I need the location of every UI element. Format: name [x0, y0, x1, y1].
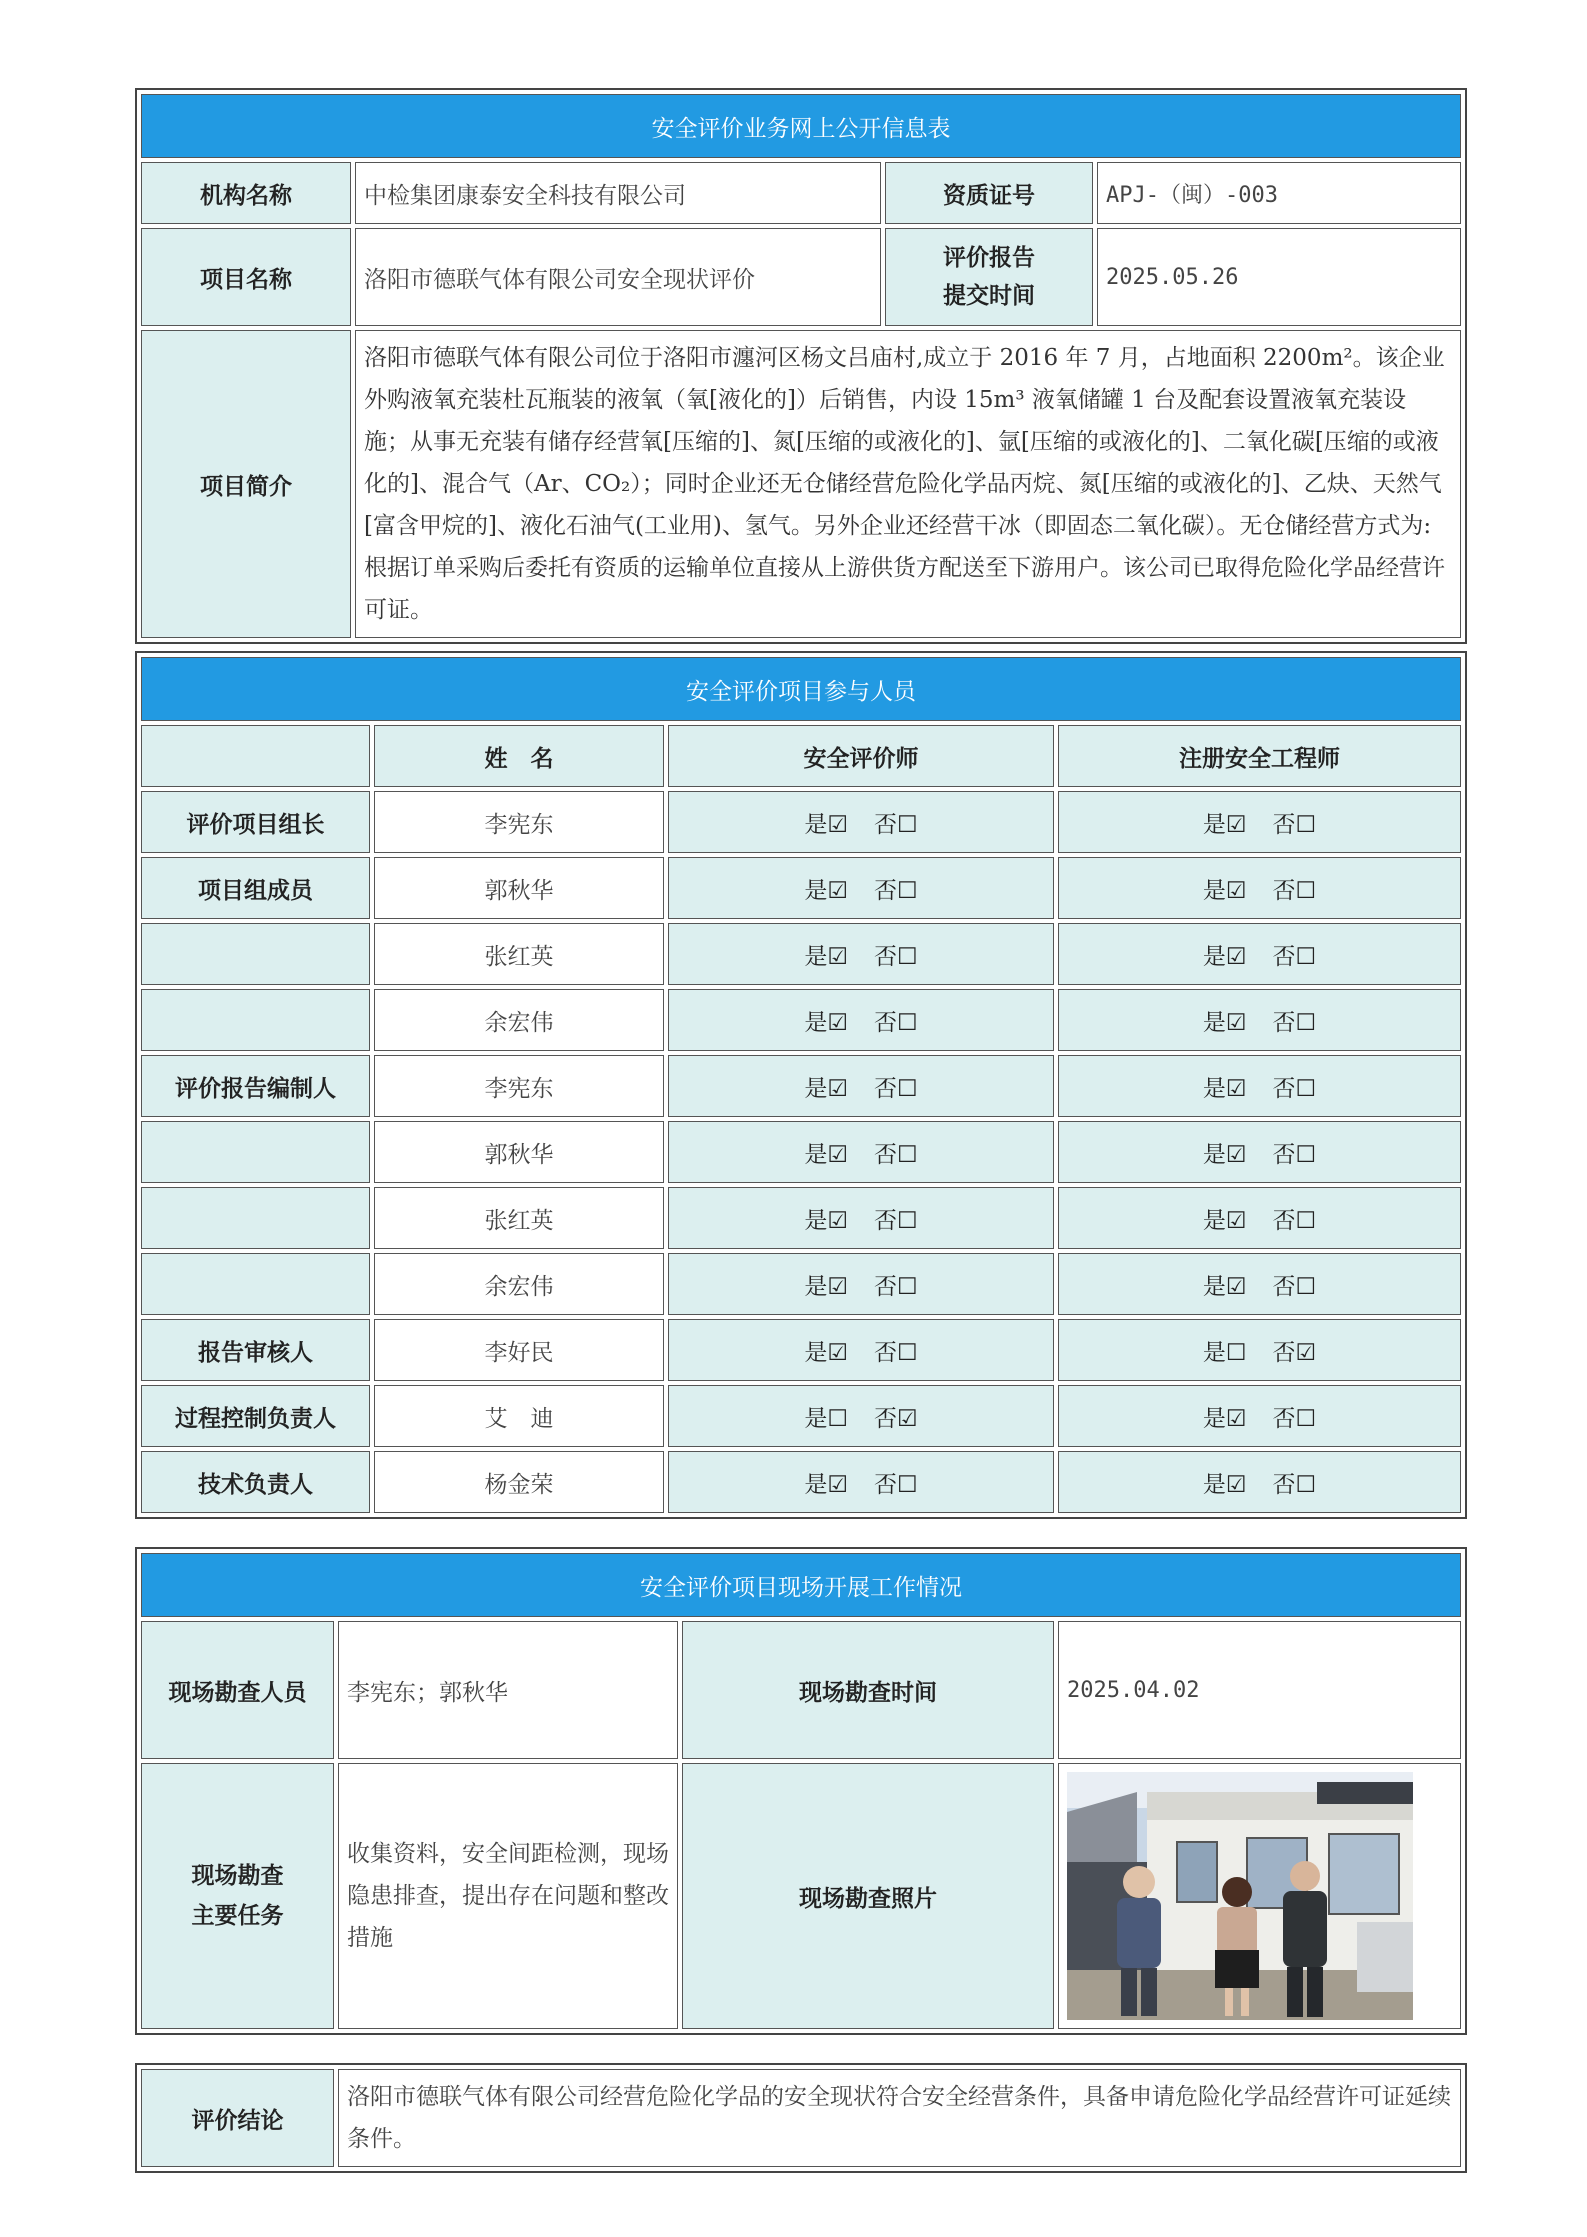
- personnel-role: [141, 923, 370, 985]
- personnel-name: 李宪东: [374, 1055, 664, 1117]
- engineer-checkbox-cell: [1058, 923, 1461, 985]
- site-table: [135, 1547, 1467, 2035]
- personnel-role: [141, 1253, 370, 1315]
- engineer-checkbox-cell: [1058, 1055, 1461, 1117]
- evaluator-no-option[interactable]: 否☑: [874, 1405, 918, 1432]
- info-header: 安全评价业务网上公开信息表: [141, 94, 1461, 158]
- site-photo: [1067, 1772, 1413, 2020]
- engineer-yes-option[interactable]: 是☑: [1202, 1273, 1247, 1300]
- photo-person-2-leg-r: [1241, 1988, 1249, 2016]
- site-time-label: 现场勘查时间: [682, 1621, 1054, 1759]
- personnel-name: 张红英: [374, 923, 664, 985]
- personnel-role: 报告审核人: [141, 1319, 370, 1381]
- photo-person-1-leg-l: [1121, 1968, 1137, 2016]
- site-section: [135, 1547, 1467, 2035]
- personnel-row: [141, 1385, 1461, 1447]
- org-label: 机构名称: [141, 162, 351, 224]
- personnel-role: 评价项目组长: [141, 791, 370, 853]
- project-label: 项目名称: [141, 228, 351, 326]
- personnel-name: 艾 迪: [374, 1385, 664, 1447]
- evaluator-checkbox-cell: [668, 1187, 1054, 1249]
- photo-cabinet: [1357, 1922, 1413, 1992]
- personnel-name: 张红英: [374, 1187, 664, 1249]
- evaluator-checkbox-cell: [668, 1253, 1054, 1315]
- personnel-role: [141, 1187, 370, 1249]
- engineer-checkbox-cell: [1058, 1253, 1461, 1315]
- photo-person-1-body: [1117, 1898, 1161, 1968]
- personnel-row: [141, 857, 1461, 919]
- engineer-no-option[interactable]: 否☐: [1272, 1075, 1317, 1102]
- personnel-name: 李宪东: [374, 791, 664, 853]
- evaluator-yes-option[interactable]: 是☑: [804, 1339, 848, 1366]
- evaluator-checkbox-cell: [668, 1385, 1054, 1447]
- personnel-name: 余宏伟: [374, 989, 664, 1051]
- evaluator-yes-option[interactable]: 是☑: [804, 1009, 848, 1036]
- conclusion-section: [135, 2063, 1467, 2173]
- personnel-row: [141, 1121, 1461, 1183]
- personnel-row: [141, 923, 1461, 985]
- org-value: 中检集团康泰安全科技有限公司: [355, 162, 881, 224]
- site-task-label-line2: 主要任务: [191, 1902, 284, 1929]
- personnel-role: [141, 1121, 370, 1183]
- evaluator-yes-option[interactable]: 是☑: [804, 1273, 848, 1300]
- evaluator-yes-option[interactable]: 是☑: [804, 811, 848, 838]
- photo-roof-dark: [1317, 1782, 1413, 1804]
- evaluator-checkbox-cell: [668, 857, 1054, 919]
- site-photo-label: 现场勘查照片: [682, 1763, 1054, 2029]
- site-staff-label: 现场勘查人员: [141, 1621, 334, 1759]
- personnel-header: 安全评价项目参与人员: [141, 657, 1461, 721]
- evaluator-checkbox-cell: [668, 1121, 1054, 1183]
- personnel-row: [141, 1253, 1461, 1315]
- evaluator-no-option[interactable]: 否☐: [874, 1471, 918, 1498]
- evaluator-checkbox-cell: [668, 1055, 1054, 1117]
- engineer-checkbox-cell: [1058, 1187, 1461, 1249]
- photo-person-1-head: [1123, 1866, 1155, 1898]
- personnel-name: 杨金荣: [374, 1451, 664, 1513]
- personnel-role: [141, 989, 370, 1051]
- evaluator-no-option[interactable]: 否☐: [874, 1207, 918, 1234]
- photo-person-2-skirt: [1215, 1950, 1259, 1988]
- engineer-yes-option[interactable]: 是☑: [1202, 943, 1247, 970]
- evaluator-no-option[interactable]: 否☐: [874, 1009, 918, 1036]
- engineer-checkbox-cell: [1058, 1451, 1461, 1513]
- personnel-row: [141, 1319, 1461, 1381]
- site-task-label: [141, 1763, 334, 2029]
- evaluator-yes-option[interactable]: 是☑: [804, 1207, 848, 1234]
- evaluator-no-option[interactable]: 否☐: [874, 943, 918, 970]
- submit-time-value: 2025.05.26: [1097, 228, 1461, 326]
- personnel-section: [135, 651, 1467, 1519]
- personnel-row: [141, 989, 1461, 1051]
- intro-label: 项目简介: [141, 330, 351, 638]
- personnel-row: [141, 1451, 1461, 1513]
- photo-window-1: [1177, 1842, 1217, 1902]
- evaluator-yes-option[interactable]: 是☐: [804, 1405, 848, 1432]
- engineer-yes-option[interactable]: 是☑: [1202, 1075, 1247, 1102]
- engineer-no-option[interactable]: 否☐: [1272, 811, 1317, 838]
- photo-window-3: [1329, 1834, 1399, 1914]
- personnel-name: 余宏伟: [374, 1253, 664, 1315]
- engineer-yes-option[interactable]: 是☑: [1202, 1471, 1247, 1498]
- submit-time-label: [885, 228, 1093, 326]
- photo-person-2-leg-l: [1225, 1988, 1233, 2016]
- evaluator-column-header: 安全评价师: [668, 725, 1054, 787]
- evaluator-no-option[interactable]: 否☐: [874, 1141, 918, 1168]
- site-staff-value: 李宪东；郭秋华: [338, 1621, 678, 1759]
- photo-person-3-head: [1290, 1861, 1320, 1891]
- engineer-checkbox-cell: [1058, 857, 1461, 919]
- personnel-name: 郭秋华: [374, 1121, 664, 1183]
- engineer-checkbox-cell: [1058, 989, 1461, 1051]
- conclusion-label: 评价结论: [141, 2069, 334, 2167]
- role-column-header: [141, 725, 370, 787]
- personnel-name: 郭秋华: [374, 857, 664, 919]
- engineer-yes-option[interactable]: 是☑: [1202, 877, 1247, 904]
- evaluator-checkbox-cell: [668, 1319, 1054, 1381]
- engineer-checkbox-cell: [1058, 791, 1461, 853]
- personnel-role: 项目组成员: [141, 857, 370, 919]
- personnel-role: 技术负责人: [141, 1451, 370, 1513]
- site-task-label-line1: 现场勘查: [191, 1862, 284, 1889]
- engineer-yes-option[interactable]: 是☑: [1202, 1009, 1247, 1036]
- photo-person-1-leg-r: [1141, 1968, 1157, 2016]
- conclusion-table: [135, 2063, 1467, 2173]
- engineer-no-option[interactable]: 否☐: [1272, 1009, 1317, 1036]
- evaluator-checkbox-cell: [668, 791, 1054, 853]
- personnel-role: 评价报告编制人: [141, 1055, 370, 1117]
- info-table: [135, 88, 1467, 644]
- engineer-yes-option[interactable]: 是☑: [1202, 1141, 1247, 1168]
- cert-label: 资质证号: [885, 162, 1093, 224]
- evaluator-yes-option[interactable]: 是☑: [804, 1471, 848, 1498]
- evaluator-no-option[interactable]: 否☐: [874, 1339, 918, 1366]
- submit-label-line1: 评价报告: [943, 244, 1035, 271]
- conclusion-text: 洛阳市德联气体有限公司经营危险化学品的安全现状符合安全经营条件，具备申请危险化学品经营许可证延续条件。: [338, 2069, 1461, 2167]
- engineer-no-option[interactable]: 否☐: [1272, 943, 1317, 970]
- engineer-no-option[interactable]: 否☑: [1272, 1339, 1317, 1366]
- site-photo-cell: [1058, 1763, 1461, 2029]
- evaluator-checkbox-cell: [668, 989, 1054, 1051]
- engineer-column-header: 注册安全工程师: [1058, 725, 1461, 787]
- site-time-value: 2025.04.02: [1058, 1621, 1461, 1759]
- engineer-checkbox-cell: [1058, 1319, 1461, 1381]
- evaluator-no-option[interactable]: 否☐: [874, 1075, 918, 1102]
- evaluator-checkbox-cell: [668, 923, 1054, 985]
- photo-person-2-body: [1217, 1907, 1257, 1955]
- engineer-checkbox-cell: [1058, 1385, 1461, 1447]
- personnel-role: 过程控制负责人: [141, 1385, 370, 1447]
- site-header: 安全评价项目现场开展工作情况: [141, 1553, 1461, 1617]
- personnel-table: [135, 651, 1467, 1519]
- personnel-row: [141, 1055, 1461, 1117]
- evaluator-no-option[interactable]: 否☐: [874, 877, 918, 904]
- evaluator-no-option[interactable]: 否☐: [874, 1273, 918, 1300]
- engineer-yes-option[interactable]: 是☐: [1202, 1339, 1247, 1366]
- engineer-yes-option[interactable]: 是☑: [1202, 1405, 1247, 1432]
- photo-person-2-head: [1222, 1877, 1252, 1907]
- evaluator-yes-option[interactable]: 是☑: [804, 943, 848, 970]
- evaluator-yes-option[interactable]: 是☑: [804, 1075, 848, 1102]
- photo-person-3-leg-r: [1307, 1967, 1323, 2017]
- engineer-no-option[interactable]: 否☐: [1272, 1471, 1317, 1498]
- name-column-header: 姓 名: [374, 725, 664, 787]
- intro-text: 洛阳市德联气体有限公司位于洛阳市瀍河区杨文吕庙村,成立于 2016 年 7 月，占地面积 2200m²。该企业外购液氧充装杜瓦瓶装的液氧（氧[液化的]）后销售，内设 15m³ 液氧储罐 1 台及配套设置液氧充装设施；从事无充装有储存经营氧[压缩的]、氮[压缩的或液化的]、氩[压缩的或液化的]、二氧化碳[压缩的或液化的]、混合气（Ar、CO₂）；同时企业还无仓储经营危险化学品丙烷、氮[压缩的或液化的]、乙炔、天然气[富含甲烷的]、液化石油气(工业用)、氢气。另外企业还经营干冰（即固态二氧化碳）。无仓储经营方式为:根据订单采购后委托有资质的运输单位直接从上游供货方配送至下游用户。该公司已取得危险化学品经营许可证。: [355, 330, 1461, 638]
- photo-person-3-leg-l: [1287, 1967, 1303, 2017]
- evaluator-yes-option[interactable]: 是☑: [804, 877, 848, 904]
- personnel-name: 李好民: [374, 1319, 664, 1381]
- engineer-no-option[interactable]: 否☐: [1272, 1273, 1317, 1300]
- site-task-value: 收集资料，安全间距检测，现场隐患排查，提出存在问题和整改措施: [338, 1763, 678, 2029]
- engineer-no-option[interactable]: 否☐: [1272, 1405, 1317, 1432]
- engineer-checkbox-cell: [1058, 1121, 1461, 1183]
- cert-value: APJ-（闽）-003: [1097, 162, 1461, 224]
- evaluator-checkbox-cell: [668, 1451, 1054, 1513]
- info-section: [135, 88, 1467, 644]
- personnel-row: [141, 1187, 1461, 1249]
- personnel-row: [141, 791, 1461, 853]
- evaluator-yes-option[interactable]: 是☑: [804, 1141, 848, 1168]
- project-value: 洛阳市德联气体有限公司安全现状评价: [355, 228, 881, 326]
- submit-label-line2: 提交时间: [943, 282, 1035, 309]
- photo-person-3-body: [1283, 1891, 1327, 1967]
- engineer-yes-option[interactable]: 是☑: [1202, 1207, 1247, 1234]
- engineer-no-option[interactable]: 否☐: [1272, 1141, 1317, 1168]
- evaluator-no-option[interactable]: 否☐: [874, 811, 918, 838]
- engineer-yes-option[interactable]: 是☑: [1202, 811, 1247, 838]
- engineer-no-option[interactable]: 否☐: [1272, 877, 1317, 904]
- engineer-no-option[interactable]: 否☐: [1272, 1207, 1317, 1234]
